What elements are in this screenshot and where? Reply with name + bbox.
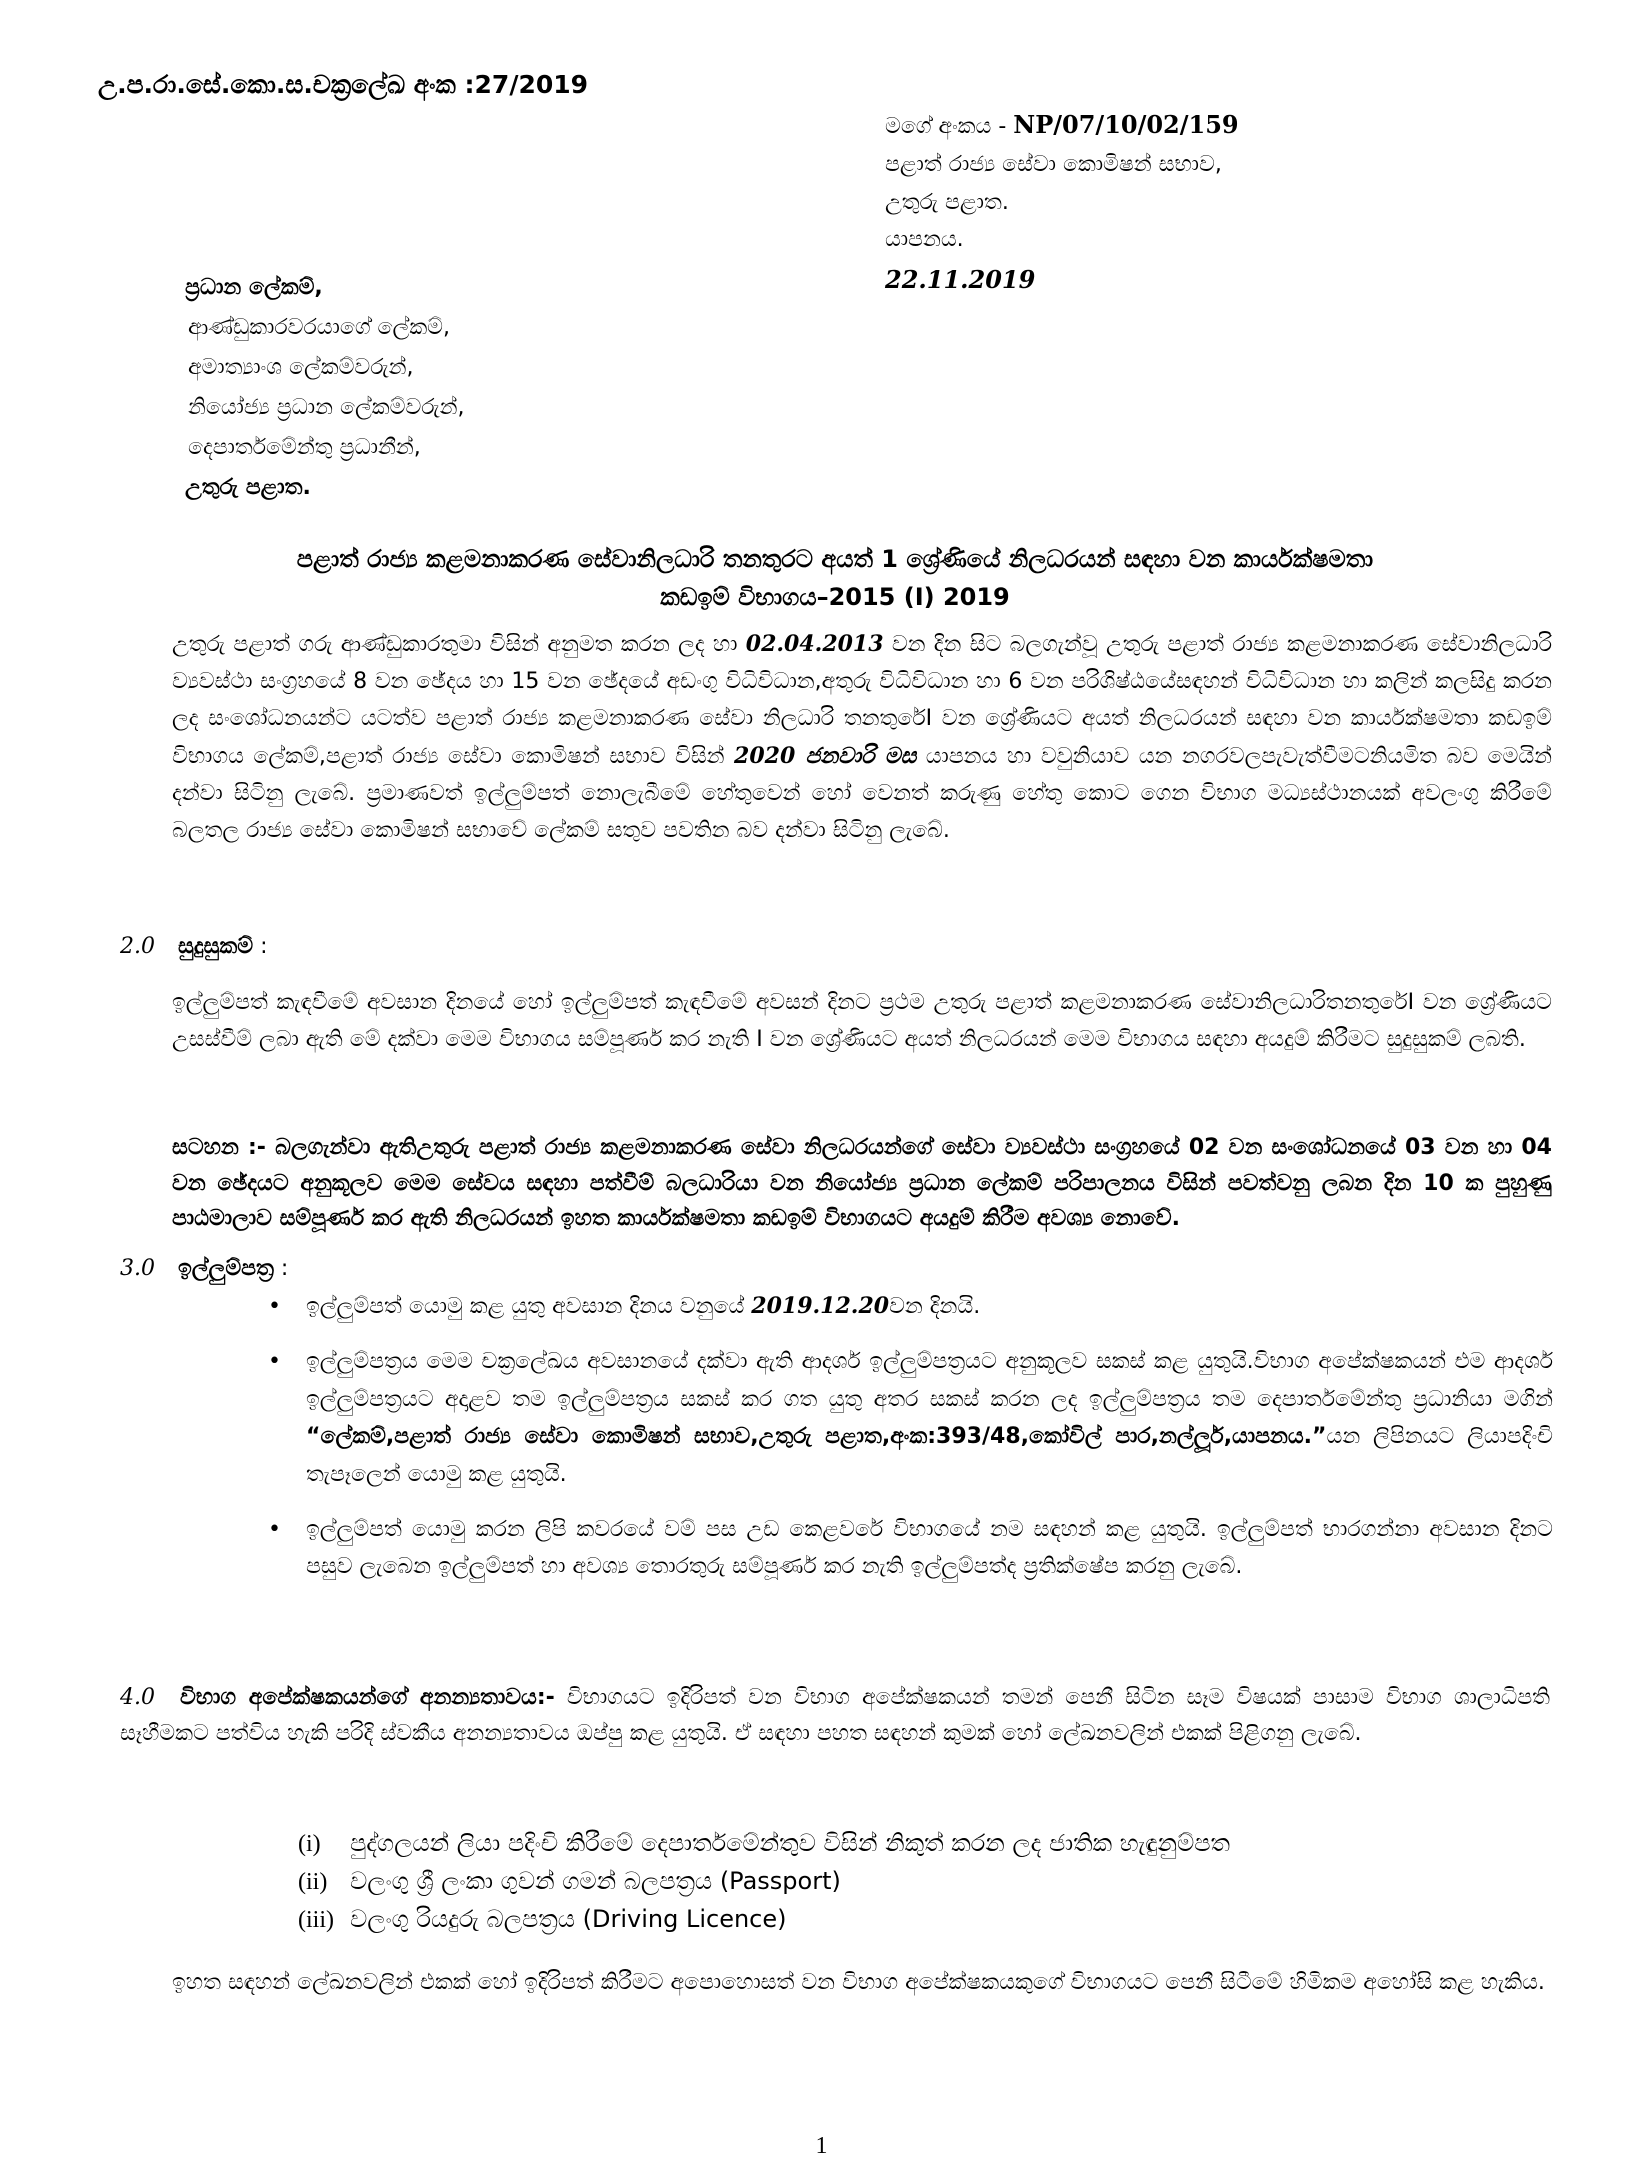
recipient-line: නියෝජ්‍ය ප්‍රධාන ලේකම්වරුන්, (188, 395, 465, 421)
list-item: • ඉල්ලුම්පත් යොමු කරන ලිපි කවරයේ වම් පස උඩ කෙළවරේ විභාගයේ නම සඳහන් කළ යුතුයි. ඉල්ලුම්පත් භාරගන්නා අවසාන දිනට පසුව ලැබෙන ඉල්ලුම්පත් හා අවශ්‍ය තොරතුරු සම්පූර්ණ කර නැති ඉල්ලුම්පත්ද ප්‍රතික්ෂේප කරනු ලැබේ. (268, 1511, 1553, 1586)
office-line-1: පළාත් රාජ්‍ය සේවා කොමිෂන් සභාව, (885, 151, 1222, 177)
item-text: වලංගු ශ්‍රී ලංකා ගුවන් ගමන් බලපත්‍රය (Passport) (350, 1867, 841, 1896)
section-title: සුදුසුකම් (178, 934, 254, 959)
section-4-paragraph (120, 1680, 1550, 1753)
section-number: 4.0 (120, 1685, 155, 1710)
circular-number: උ.ප.රා.සේ.කො.ස.චක්‍රලේඛ අංක :27/2019 (98, 70, 589, 99)
applications-list (268, 1288, 1553, 1604)
section-number: 3.0 (120, 1256, 155, 1281)
intro-text: යාපනය හා වවුනියාව යන නගරවලපැවැත්වීමටනියමිත බව මෙයින් දන්වා සිටිනු ලැබේ. ප්‍රමාණවත් ඉල්ලුම්පත් නොලැබීමේ හේතුවෙන් හෝ වෙනත් කරුණු හේතු කොට ගෙන විභාග මධ්‍යස්ථානයක් අවලංගු කිරීමේ බලතල රාජ්‍ය සේවා කොමිෂන් සභාවේ ලේකම් සතුව පවතින බව දන්වා සිටිනු ලැබේ. (172, 743, 1552, 843)
section-number: 2.0 (120, 934, 155, 959)
list-item (268, 1288, 1553, 1325)
item-text: වන දිනයි. (889, 1294, 981, 1319)
recipient-line: අමාත්‍යාංශ ලේකම්වරුන්, (188, 355, 414, 381)
section-colon: : (273, 1256, 289, 1281)
item-number: (i) (298, 1831, 321, 1857)
closing-paragraph: ඉහත සඳහන් ලේඛනවලින් එකක් හෝ ඉදිරිපත් කිරීමට අපොහොසත් වන විභාග අපේක්ෂකයකුගේ විභාගයට පෙනී සිටීමේ හිමිකම අහෝසි කළ හැකිය. (172, 1970, 1545, 1995)
item-number: (ii) (298, 1869, 328, 1896)
item-number: (iii) (298, 1907, 334, 1934)
intro-date: 02.04.2013 (745, 631, 884, 657)
recipient-line: දෙපාර්තමේන්තු ප්‍රධානීන්, (188, 435, 421, 461)
postal-address: “ලේකම්,පළාත් රාජ්‍ය සේවා කොමිෂන් සභාව,උතුරු පළාත,අංක:393/48,කෝවිල් පාර,නල්ලූර්,යාපනය.” (306, 1424, 1327, 1450)
subject-heading (120, 540, 1550, 617)
recipients-block (185, 268, 465, 508)
office-line-2: උතුරු පළාත. (885, 189, 1009, 215)
recipient-line: ප්‍රධාන ලේකම්, (185, 275, 323, 300)
list-item (298, 1825, 1230, 1863)
page-number: 1 (815, 2133, 828, 2159)
subject-line-2: කඩඉම් විභාගය–2015 (I) 2019 (660, 583, 1010, 612)
sender-block (885, 104, 1239, 301)
letter-date: 22.11.2019 (885, 265, 1036, 295)
section-3-heading (120, 1252, 288, 1286)
recipient-line: ආණ්ඩුකාරවරයාගේ ලේකම්, (188, 315, 450, 341)
exam-month: 2020 ජනවාරි මස (734, 742, 917, 769)
intro-text: වන දින සිට බලගැන්වූ උතුරු පළාත් රාජ්‍ය කළමනාකරණ සේවානිලධාරි ව්‍යවස්ථා සංග්‍රහයේ 8 වන ඡේදය හා 15 වන ඡේදයේ අඩංගු විධිවිධාන,අතුරු විධිවිධාන හා 6 වන පරිශිෂ්ඨයේසඳහන් විධිවිධාන හා කලින් කලසිදු කරන ලද සංශෝධනයන්ට යටත්ව පළාත් රාජ්‍ය කළමනාකරණ සේවා නිලධාරි තනතුරේI වන ශ්‍රේණියට අයත් නිලධරයන් සඳහා වන කාර්යක්ෂමතා කඩඉම් විභාගය ලේකම්,පළාත් රාජ්‍ය සේවා කොමිෂන් සභාව විසින් (172, 632, 1552, 769)
reference-line (885, 104, 1239, 146)
section-title: ඉල්ලුම්පත්‍ර (178, 1256, 274, 1281)
recipient-line: උතුරු පළාත. (185, 475, 311, 501)
section-text: විභාගයට ඉදිරිපත් වන විභාග අපේක්ෂකයන් තමන් පෙනී සිටින සෑම විෂයක් පාසාම විභාග ශාලාධිපති සෑහීමකට පත්විය හැකි පරිදි ස්වකීය අනන්‍යතාවය ඔප්පු කළ යුතුයි. ඒ සඳහා පහත සඳහන් කුමක් හෝ ලේඛනවලින් එකක් පිළිගනු ලැබේ. (120, 1685, 1550, 1747)
list-item (298, 1863, 1230, 1901)
intro-text: උතුරු පළාත් ගරු ආණ්ඩුකාරතුමා විසින් අනුමත කරන ලද හා (172, 632, 746, 657)
item-text: යන ලිපිනයට ලියාපදිංචි තැපෑලෙන් යොමු කළ යුතුයි. (306, 1424, 1553, 1487)
item-text: ඉල්ලුම්පත්‍රය මෙම චක්‍රලේඛය අවසානයේ දක්වා ඇති ආදර්ශ ඉල්ලුම්පත්‍රයට අනුකූලව සකස් කළ යුතුයි.විභාග අපේක්ෂකයන් එම ආදර්ශ ඉල්ලුම්පත්‍රයට අදාළව තම ඉල්ලුම්පත්‍රය සකස් කර ගත යුතු අතර සකස් කරන ලද ඉල්ලුම්පත්‍රය තම දෙපාර්තමේන්තු ප්‍රධානියා මගින් (306, 1349, 1553, 1412)
identity-documents-list (298, 1825, 1230, 1940)
intro-paragraph (172, 626, 1552, 850)
section-title: විභාග අපේක්ෂකයන්ගේ අනන්‍යතාවය:- (180, 1685, 555, 1710)
section-2-heading (120, 930, 268, 964)
item-text: ඉල්ලුම්පත් යොමු කළ යුතු අවසාන දිනය වනුයේ (306, 1294, 752, 1319)
closing-date: 2019.12.20 (751, 1293, 890, 1319)
list-item (268, 1343, 1553, 1493)
note-paragraph: සටහන :- බලගැන්වා ඇතිඋතුරු පළාත් රාජ්‍ය කළමනාකරණ සේවා නිලධරයන්ගේ සේවා ව්‍යවස්ථා සංග්‍රහයේ 02 වන සංශෝධනයේ 03 වන හා 04 වන ඡේදයට අනුකූලව මෙම සේවය සඳහා පත්වීම් බලධාරියා වන නියෝජ්‍ය ප්‍රධාන ලේකම් පරිපාලනය විසින් පවත්වනු ලබන දින 10 ක පුහුණු පාඨමාලාව සම්පූර්ණ කර ඇති නිලධරයන් ඉහත කාර්යක්ෂමතා කඩඉම් විභාගයට අයදුම් කිරීම අවශ්‍ය නොවේ. (172, 1135, 1552, 1232)
list-item (298, 1901, 1230, 1939)
item-text: පුද්ගලයන් ලියා පදිංචි කිරීමේ දෙපාර්තමේන්තුව විසින් නිකුත් කරන ලද ජාතික හැඳුනුම්පත (350, 1829, 1230, 1857)
subject-line-1: පළාත් රාජ්‍ය කළමනාකරණ සේවානිලධාරි තනතුරට අයත් 1 ශ්‍රේණියේ නිලධරයන් සඳහා වන කාර්යක්ෂමතා (296, 545, 1374, 573)
office-line-3: යාපනය. (885, 227, 964, 253)
item-text: වලංගු රියදුරු බලපත්‍රය (Driving Licence) (350, 1905, 787, 1934)
section-colon: : (253, 934, 268, 959)
eligibility-paragraph: ඉල්ලුම්පත් කැඳවීමේ අවසාන දිනයේ හෝ ඉල්ලුම්පත් කැඳවීමේ අවසන් දිනට ප්‍රථම උතුරු පළාත් කළමනාකරණ සේවානිලධාරිතනතුරේI වන ශ්‍රේණියට උසස්වීම් ලබා ඇති මේ දක්වා මෙම විභාගය සම්පූර්ණ කර නැති I වන ශ්‍රේණියට අයත් නිලධරයන් මෙම විභාගය සඳහා අයදුම් කිරීමට සුදුසුකම් ලබති. (172, 990, 1552, 1052)
reference-number: NP/07/10/02/159 (1013, 110, 1239, 139)
reference-label: මගේ අංකය - (885, 114, 1014, 139)
